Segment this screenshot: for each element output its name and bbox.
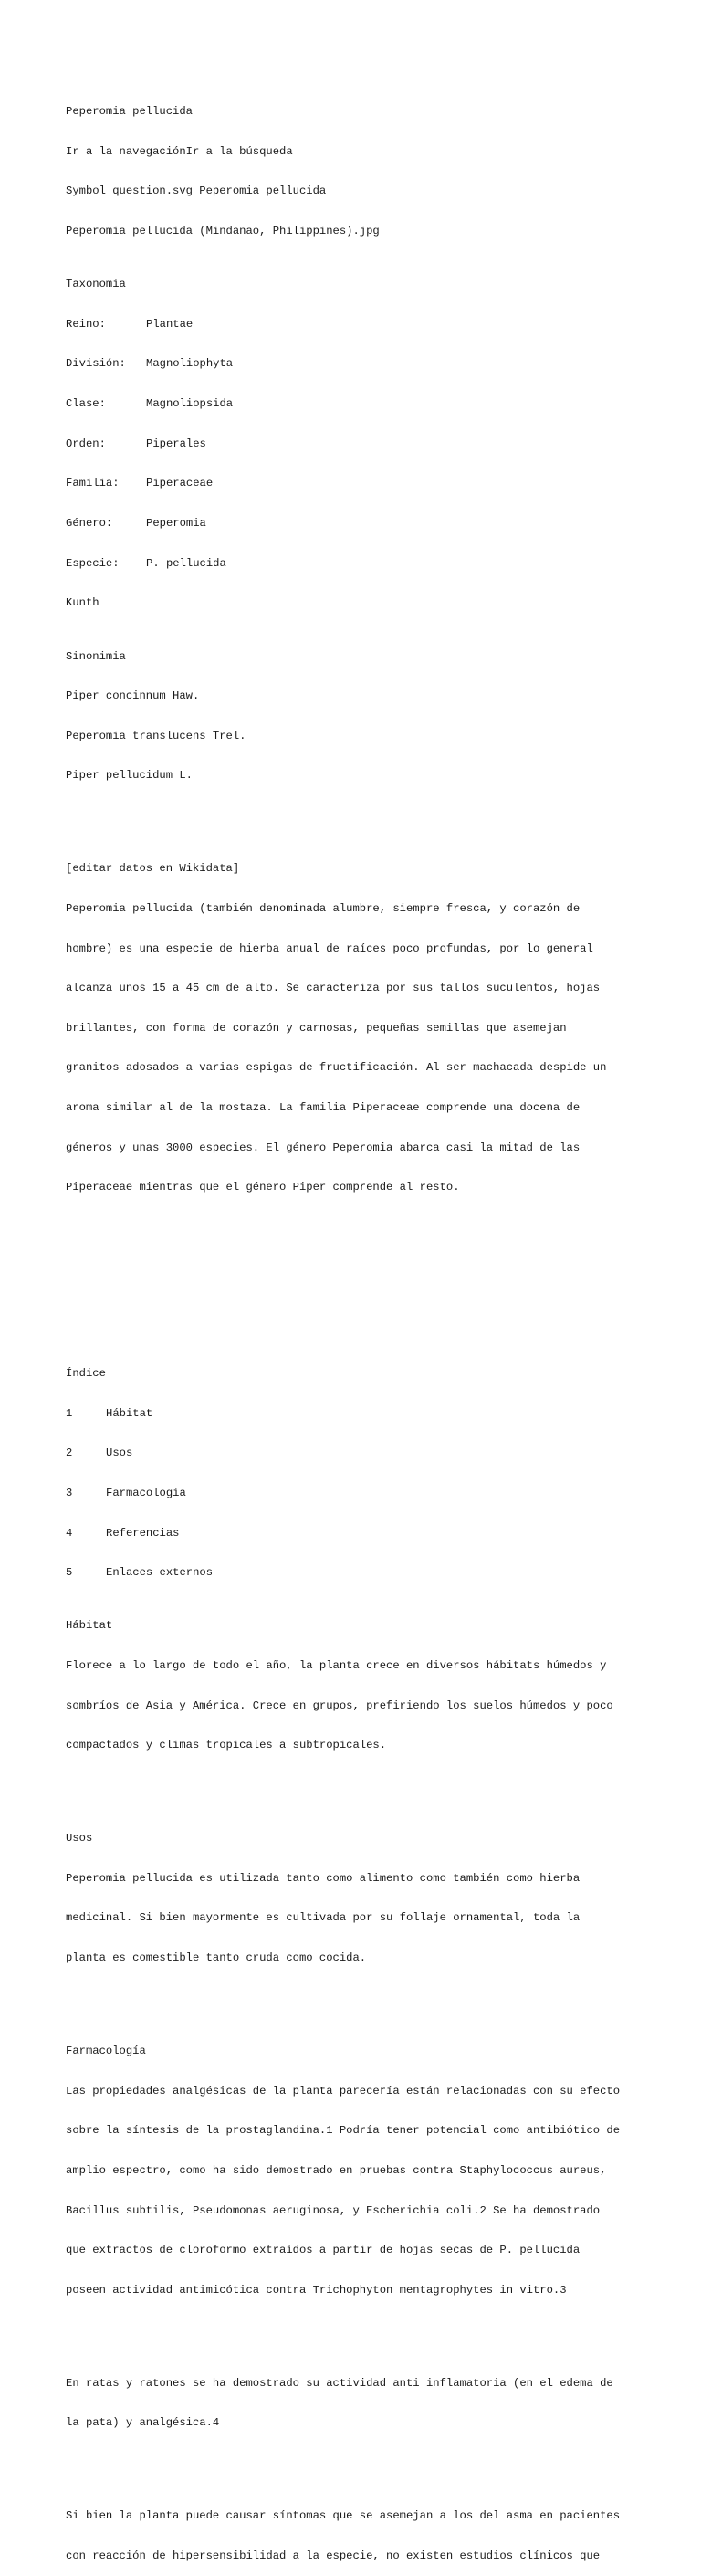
habitat-line: compactados y climas tropicales a subtropicales. — [66, 1739, 387, 1752]
taxonomy-value[interactable]: Piperaceae — [146, 477, 214, 490]
page-title: Peperomia pellucida — [66, 105, 193, 119]
intro-line: géneros y unas 3000 especies. El género Peperomia abarca casi la mitad de las — [66, 1141, 581, 1154]
spacer — [66, 823, 650, 836]
intro-line: granitos adosados a varias espigas de fructificación. Al ser machacada despide un — [66, 1061, 607, 1075]
spacer — [66, 1235, 650, 1248]
synonym-item: Peperomia translucens Trel. — [66, 729, 246, 742]
taxonomy-author[interactable]: Kunth — [66, 596, 99, 610]
intro-line: alcanza unos 15 a 45 cm de alto. Se caracteriza por sus tallos suculentos, hojas — [66, 982, 601, 995]
taxonomy-key: Especie: — [66, 556, 120, 570]
taxonomy-key: Género: — [66, 517, 113, 531]
synonym-item: Piper pellucidum L. — [66, 769, 193, 783]
spacer — [66, 1793, 650, 1806]
spacer — [66, 1274, 650, 1288]
index-number: 1 — [66, 1406, 73, 1420]
taxonomy-key: Familia: — [66, 477, 120, 490]
taxonomy-row — [66, 318, 650, 331]
index-label[interactable]: Enlaces externos — [106, 1566, 214, 1580]
taxonomy-value: P. pellucida — [146, 556, 226, 570]
taxonomy-heading: Taxonomía — [66, 278, 126, 291]
synonym-item: Piper concinnum Haw. — [66, 689, 200, 703]
symbol-line: Symbol question.svg Peperomia pellucida — [66, 184, 327, 198]
spacer — [66, 1314, 650, 1328]
usos-line: medicinal. Si bien mayormente es cultivada por su follaje ornamental, toda la — [66, 1911, 581, 1925]
taxonomy-key: Orden: — [66, 436, 106, 450]
farmacologia-line: poseen actividad antimicótica contra Trichophyton mentagrophytes in vitro.3 — [66, 2283, 567, 2297]
usos-heading: Usos — [66, 1832, 93, 1845]
farmacologia-line: amplio espectro, como ha sido demostrado en pruebas contra Staphylococcus aureus, — [66, 2163, 607, 2177]
index-label[interactable]: Referencias — [106, 1526, 180, 1540]
index-number: 3 — [66, 1486, 73, 1499]
taxonomy-row — [66, 437, 650, 451]
synonyms-heading: Sinonimia — [66, 649, 126, 663]
farmacologia-line: Bacillus subtilis, Pseudomonas aeruginosa, y Escherichia coli.2 Se ha demostrado — [66, 2203, 601, 2217]
farmacologia-line: sobre la síntesis de la prostaglandina.1 Podría tener potencial como antibiótico de — [66, 2124, 621, 2138]
spacer — [66, 2469, 650, 2483]
edit-wikidata-link[interactable]: [editar datos en Wikidata] — [66, 862, 240, 876]
intro-line: brillantes, con forma de corazón y carnosas, pequeñas semillas que asemejan — [66, 1021, 567, 1035]
index-item-enlaces-externos[interactable] — [66, 1566, 650, 1580]
taxonomy-value[interactable]: Peperomia — [146, 517, 206, 531]
taxonomy-row — [66, 397, 650, 411]
document-body — [66, 79, 650, 2576]
index-item-referencias[interactable] — [66, 1527, 650, 1540]
index-heading: Índice — [66, 1367, 106, 1381]
taxonomy-value[interactable]: Piperales — [146, 436, 206, 450]
usos-line: Peperomia pellucida es utilizada tanto como alimento como también como hierba — [66, 1871, 581, 1885]
farmacologia-line: Las propiedades analgésicas de la planta parecería están relacionadas con su efecto — [66, 2084, 621, 2098]
index-label[interactable]: Farmacología — [106, 1486, 186, 1499]
taxonomy-value[interactable]: Plantae — [146, 317, 194, 331]
index-number: 2 — [66, 1446, 73, 1460]
index-number: 4 — [66, 1526, 73, 1540]
habitat-line: sombríos de Asia y América. Crece en grupos, prefiriendo los suelos húmedos y poco — [66, 1698, 613, 1712]
farmacologia-line: Si bien la planta puede causar síntomas que se asemejan a los del asma en pacientes — [66, 2509, 621, 2523]
intro-line: Piperaceae mientras que el género Piper comprende al resto. — [66, 1181, 460, 1194]
taxonomy-row — [66, 357, 650, 371]
taxonomy-row — [66, 477, 650, 490]
taxonomy-value[interactable]: Magnoliophyta — [146, 357, 234, 371]
spacer — [66, 2337, 650, 2350]
index-label[interactable]: Hábitat — [106, 1406, 153, 1420]
intro-line: Peperomia pellucida (también denominada alumbre, siempre fresca, y corazón de — [66, 901, 581, 915]
habitat-line: Florece a lo largo de todo el año, la planta crece en diversos hábitats húmedos y — [66, 1659, 607, 1673]
usos-line: planta es comestible tanto cruda como cocida. — [66, 1951, 367, 1965]
intro-line: aroma similar al de la mostaza. La familia Piperaceae comprende una docena de — [66, 1101, 581, 1115]
image-caption[interactable]: Peperomia pellucida (Mindanao, Philippines).jpg — [66, 225, 380, 238]
habitat-heading: Hábitat — [66, 1619, 113, 1633]
nav-links[interactable]: Ir a la navegaciónIr a la búsqueda — [66, 144, 293, 158]
farmacologia-line: la pata) y analgésica.4 — [66, 2416, 220, 2430]
index-item-farmacologia[interactable] — [66, 1487, 650, 1500]
taxonomy-row — [66, 517, 650, 531]
farmacologia-heading: Farmacología — [66, 2044, 146, 2057]
spacer — [66, 2004, 650, 2018]
index-item-habitat[interactable] — [66, 1407, 650, 1421]
farmacologia-line: con reacción de hipersensibilidad a la especie, no existen estudios clínicos que — [66, 2549, 601, 2562]
farmacologia-line: En ratas y ratones se ha demostrado su actividad anti inflamatoria (en el edema de — [66, 2376, 613, 2390]
taxonomy-key: Reino: — [66, 317, 106, 331]
taxonomy-key: Clase: — [66, 397, 106, 411]
taxonomy-value[interactable]: Magnoliopsida — [146, 397, 234, 411]
index-label[interactable]: Usos — [106, 1446, 133, 1460]
farmacologia-line: que extractos de cloroformo extraídos a partir de hojas secas de P. pellucida — [66, 2244, 581, 2257]
index-item-usos[interactable] — [66, 1446, 650, 1460]
taxonomy-row — [66, 557, 650, 571]
taxonomy-key: División: — [66, 357, 126, 371]
intro-line: hombre) es una especie de hierba anual de raíces poco profundas, por lo general — [66, 941, 593, 955]
index-number: 5 — [66, 1566, 73, 1580]
